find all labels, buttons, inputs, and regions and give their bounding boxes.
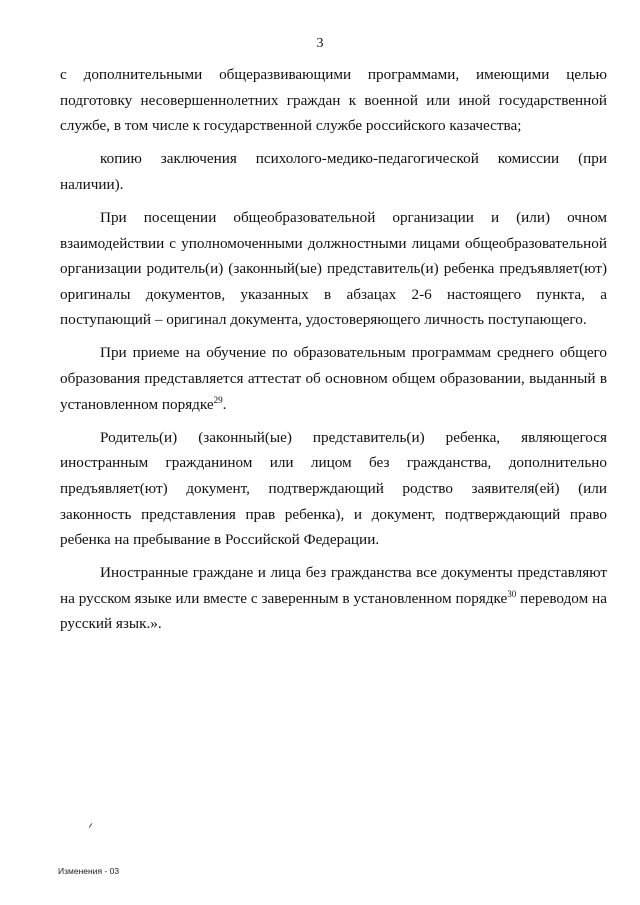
paragraph-2: [60, 146, 607, 197]
paragraph-5: [60, 425, 607, 553]
stray-pen-mark: [89, 823, 93, 828]
page-number: 3: [316, 36, 324, 51]
paragraph-1: [60, 62, 607, 139]
paragraph-6-tail: переводом на русский язык.».: [60, 589, 607, 633]
paragraph-4-tail: .: [222, 395, 227, 413]
paragraph-1-text: с дополнительными общеразвивающими программами, имеющими целью подготовку несовершеннолетних граждан к военной или иной государственной службе, в том числе к государственной службе российского казачества;: [60, 66, 607, 135]
paragraph-4: [60, 340, 607, 417]
footnote-ref-30: 30: [507, 588, 517, 599]
paragraph-6-text: Иностранные граждане и лица без гражданства все документы представляют на русском языке или вместе с заверенным в установленном порядке: [60, 564, 607, 607]
body-text: [60, 62, 607, 644]
paragraph-6: [60, 560, 607, 637]
footer-revision-label: Изменения - 03: [58, 866, 120, 876]
paragraph-3: [60, 205, 607, 333]
paragraph-4-text: При приеме на обучение по образовательным программам среднего общего образования представляется аттестат об основном общем образовании, выданный в установленном порядке: [60, 344, 607, 413]
paragraph-3-text: При посещении общеобразовательной организации и (или) очном взаимодействии с уполномоченными должностными лицами общеобразовательной организации родитель(и) (законный(ые) представитель(и) ребенка предъявляет(ют) оригиналы документов, указанных в абзацах 2-6 настоящего пункта, а поступающий – оригинал документа, удостоверяющего личность поступающего.: [60, 208, 607, 329]
paragraph-5-text: Родитель(и) (законный(ые) представитель(и) ребенка, являющегося иностранным гражданином или лицом без гражданства, дополнительно предъявляет(ют) документ, подтверждающий родство заявителя(ей) (или законность представления прав ребенка), и документ, подтверждающий право ребенка на пребывание в Российской Федерации.: [60, 428, 607, 549]
footnote-ref-29: 29: [213, 394, 223, 405]
paragraph-2-text: копию заключения психолого-медико-педагогической комиссии (при наличии).: [60, 150, 607, 193]
